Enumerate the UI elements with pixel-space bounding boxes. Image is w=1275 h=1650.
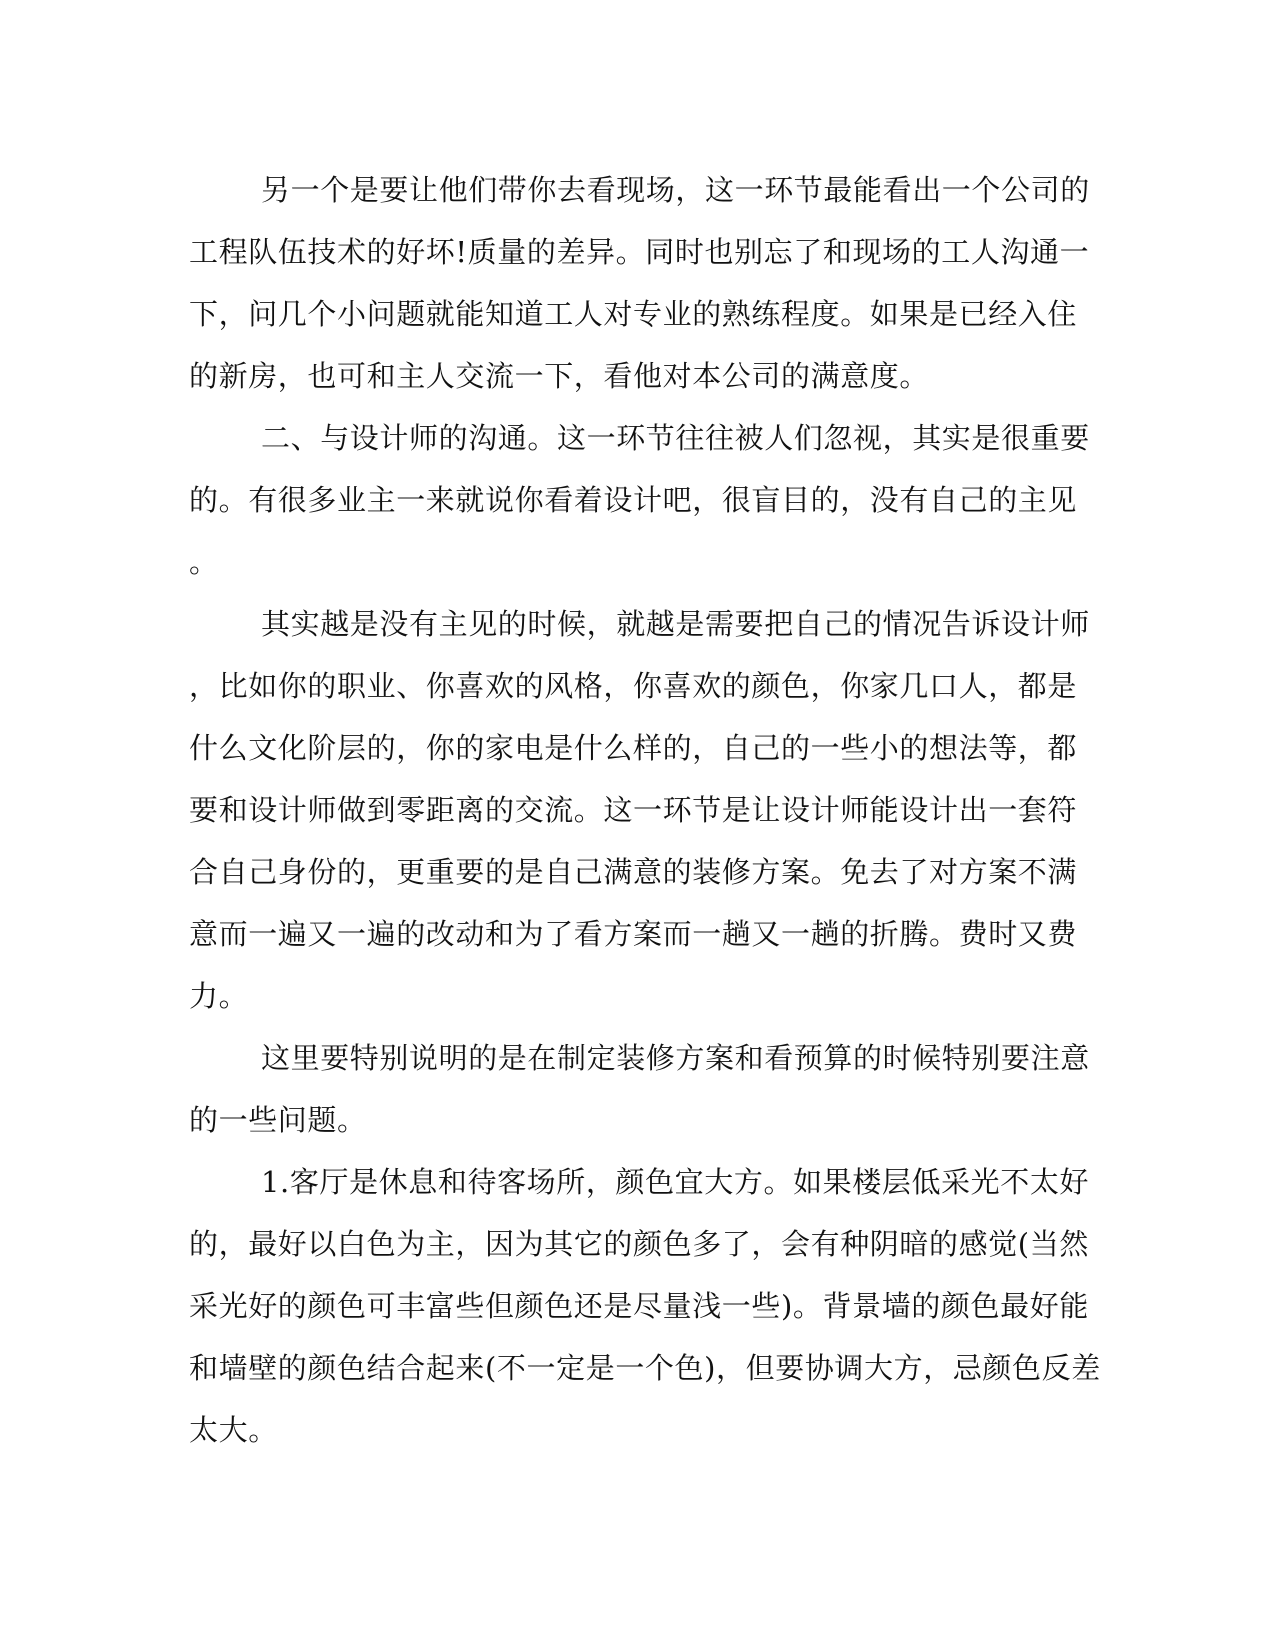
text-line: 要和设计师做到零距离的交流。这一环节是让设计师能设计出一套符 [189, 793, 1078, 827]
text-line: 的。有很多业主一来就说你看着设计吧，很盲目的，没有自己的主见 [189, 483, 1078, 517]
text-line: 力。 [189, 979, 249, 1013]
text-line: 的新房，也可和主人交流一下，看他对本公司的满意度。 [189, 359, 930, 393]
text-line: 。 [189, 545, 219, 579]
text-line: 什么文化阶层的，你的家电是什么样的，自己的一些小的想法等，都 [189, 731, 1078, 765]
text-line: 1.客厅是休息和待客场所，颜色宜大方。如果楼层低采光不太好 [261, 1165, 1090, 1199]
text-line: 和墙壁的颜色结合起来(不一定是一个色)，但要协调大方，忌颜色反差 [189, 1351, 1101, 1385]
text-line: 二、与设计师的沟通。这一环节往往被人们忽视，其实是很重要 [261, 421, 1090, 455]
text-line: 的一些问题。 [189, 1103, 367, 1137]
text-line: 下，问几个小问题就能知道工人对专业的熟练程度。如果是已经入住 [189, 297, 1078, 331]
body-text [189, 159, 1101, 1461]
text-line: 采光好的颜色可丰富些但颜色还是尽量浅一些)。背景墙的颜色最好能 [189, 1289, 1089, 1323]
text-line: 太大。 [189, 1413, 278, 1447]
text-line: 意而一遍又一遍的改动和为了看方案而一趟又一趟的折腾。费时又费 [189, 917, 1078, 951]
text-line: 另一个是要让他们带你去看现场，这一环节最能看出一个公司的 [261, 173, 1090, 207]
text-line: 合自己身份的，更重要的是自己满意的装修方案。免去了对方案不满 [189, 855, 1078, 889]
text-line: 这里要特别说明的是在制定装修方案和看预算的时候特别要注意 [261, 1041, 1090, 1075]
text-line: 工程队伍技术的好坏!质量的差异。同时也别忘了和现场的工人沟通一 [189, 235, 1090, 269]
text-line: ，比如你的职业、你喜欢的风格，你喜欢的颜色，你家几口人，都是 [189, 669, 1078, 703]
text-line: 的，最好以白色为主，因为其它的颜色多了，会有种阴暗的感觉(当然 [189, 1227, 1089, 1261]
text-line: 其实越是没有主见的时候，就越是需要把自己的情况告诉设计师 [261, 607, 1090, 641]
